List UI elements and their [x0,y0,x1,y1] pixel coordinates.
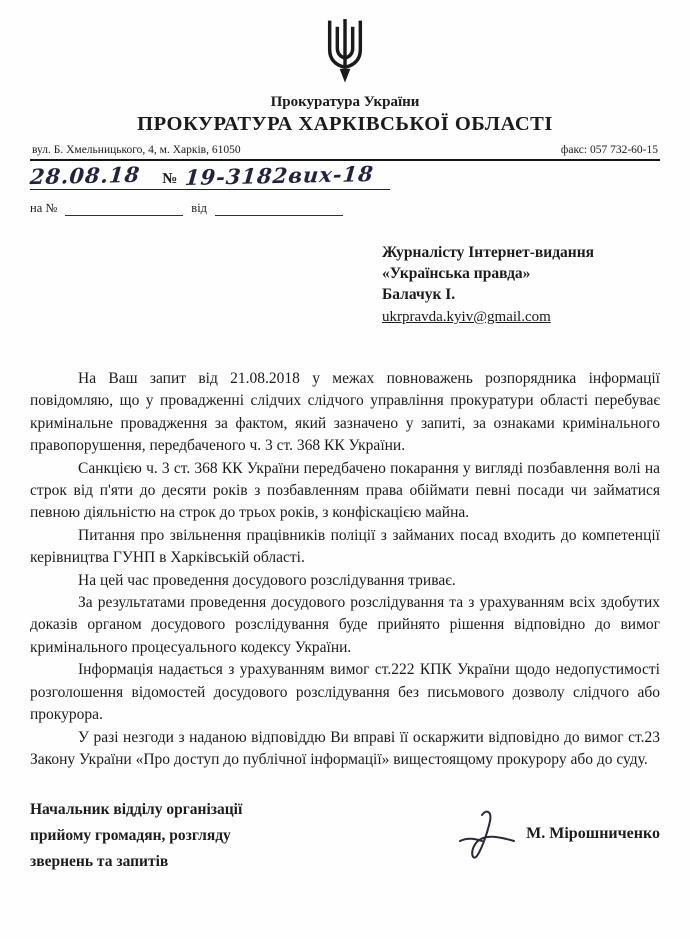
recipient-name: Балачук І. [382,286,456,303]
emblem-container [30,16,660,88]
handwritten-outgoing-number: 19-3182вих-18 [184,160,376,191]
signature-right [452,807,660,875]
signatory-title [30,797,242,875]
body-paragraph: На Ваш запит від 21.08.2018 у межах повноважень розпорядника інформації повідомляю, що у провадженні слідчих слідчого управління прокуратури області перебуває кримінальне провадження за фактом, який зазначено у запиті, за ознаками кримінального правопорушення, передбаченого ч. 3 ст. 368 КК України. [30,370,660,455]
body-paragraph: За результатами проведення досудового розслідування та з урахуванням всіх здобутих доказів органом досудового розслідування буде прийнято рішення відповідно до вимог кримінального процесуального кодексу України. [30,594,660,656]
signatory-name: М. Мірошниченко [526,825,660,843]
org-name-region: ПРОКУРАТУРА ХАРКІВСЬКОЇ ОБЛАСТІ [137,113,553,135]
body-paragraph: Питання про звільнення працівників поліції з займаних посад входить до компетенції керівництва ГУНП в Харківській області. [30,526,660,567]
body-paragraph: Санкцією ч. 3 ст. 368 КК України передбачено покарання у вигляді позбавлення волі на строк від п'яти до десяти років з позбавленням права обіймати певні посади чи займатися певною діяльністю на строк до трьох років, з конфіскацією майна. [30,459,660,522]
reply-number-blank [65,202,183,216]
handwritten-date: 28.08.18 [28,161,142,190]
reply-reference-row [30,201,660,216]
body-paragraph: На цей час проведення досудового розслідування триває. [78,571,456,589]
recipient-email: ukrpravda.kyiv@gmail.com [382,309,551,325]
trident-emblem-icon [322,16,368,88]
reference-underline [30,189,390,190]
recipient-role: Журналісту Інтернет-видання [382,244,595,261]
address-row [30,144,660,156]
signature-block [30,797,660,875]
recipient-outlet: «Українська правда» [382,265,531,282]
signatory-title-line: Начальник відділу організації [30,801,243,819]
org-fax: факс: 057 732-60-15 [560,144,658,156]
body-paragraph: У разі незгоди з наданою відповіддю Ви вправі її оскаржити відповідно до вимог ст.23 Закону України «Про доступ до публічної інформації» вищестоящому прокурору або до суду. [30,728,660,768]
signatory-title-line: прийому громадян, розгляду [30,827,231,845]
reply-number-label: на № [30,201,58,215]
reply-date-blank [215,202,343,216]
number-sign-label: № [162,171,178,187]
recipient-block [382,242,660,328]
org-address: вул. Б. Хмельницького, 4, м. Харків, 61050 [32,144,241,156]
reference-row [28,160,660,197]
letter-body [30,368,660,771]
org-name-country: Прокуратура України [270,94,420,110]
handwritten-signature-icon [452,807,522,861]
reply-from-label: від [191,201,208,215]
body-paragraph: Інформація надається з урахуванням вимог ст.222 КПК України щодо недопустимості розголошення відомостей досудового розслідування без письмового дозволу слідчого або прокурора. [30,661,660,724]
signatory-title-line: звернень та запитів [30,853,169,871]
